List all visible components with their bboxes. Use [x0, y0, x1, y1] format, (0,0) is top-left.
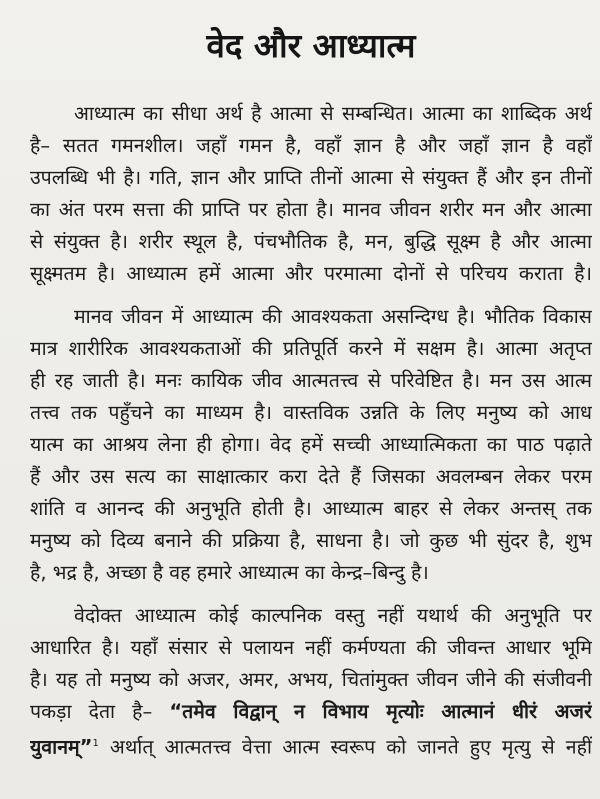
text-line-quote-end [30, 728, 592, 760]
text-line: तत्त्व तक पहुँचने का माध्यम है। वास्तविक उन्नति के लिए मनुष्य को आध [30, 401, 592, 424]
text-line: शांति व आनन्द की अनुभूति होती है। आध्यात्म बाहर से लेकर अन्तस् तक [30, 497, 592, 520]
book-page [30, 0, 592, 771]
text-line: हैं और उस सत्य का साक्षात्कार करा देते हैं जिसका अवलम्बन लेकर परम [30, 465, 592, 488]
text-line: मनुष्य को दिव्य बनाने की प्रक्रिया है, साधना है। जो कुछ भी सुंदर है, शुभ [30, 529, 592, 552]
text-line: से संयुक्त है। शरीर स्थूल है, पंचभौतिक है, मन, बुद्धि सूक्ष्म है और आत्मा [30, 230, 592, 253]
text-line: उपलब्धि भी है। गति, ज्ञान और प्राप्ति तीनों आत्मा से संयुक्त हैं और इन तीनों [30, 166, 592, 189]
paragraph-2 [30, 301, 592, 589]
quote-translation: अर्थात् आत्मतत्त्व वेत्ता आत्म स्वरूप को जानते हुए मृत्यु से नहीं [98, 735, 592, 759]
sanskrit-quote: “तमेव विद्वान् न विभाय मृत्योः आत्मानं धीरं अजरं [169, 700, 592, 723]
text-line: का अंत परम सत्ता की प्राप्ति पर होता है। मानव जीवन शरीर मन और आत्मा [30, 198, 592, 221]
text-line: है– सतत गमनशील। जहाँ गमन है, वहाँ ज्ञान है और जहाँ ज्ञान है वहाँ [30, 134, 592, 157]
text-line: है। यह तो मनुष्य को अजर, अमर, अभय, चितांमुक्त जीवन जीने की संजीवनी [30, 668, 592, 691]
sanskrit-quote-end: युवानम्” [30, 735, 93, 759]
text-line: मानव जीवन में आध्यात्म की आवश्यकता असन्दिग्ध है। भौतिक विकास [74, 305, 592, 328]
footnote-marker: 1 [92, 738, 99, 749]
text-line-quote [30, 696, 592, 728]
text-line: मात्र शारीरिक आवश्यकताओं की प्रतिपूर्ति करने में सक्षम है। आत्मा अतृप्त [30, 337, 592, 360]
paragraph-1 [30, 98, 592, 290]
text-line: ही रह जाती है। मनः कायिक जीव आत्मतत्त्व से परिवेष्टित है। मन उस आत्म [30, 369, 592, 392]
text-line: वेदोक्त आध्यात्म कोई काल्पनिक वस्तु नहीं यथार्थ की अनुभूति पर [74, 604, 592, 627]
text-line: है, भद्र है, अच्छा है वह हमारे आध्यात्म का केन्द्र–बिन्दु है। [30, 561, 429, 584]
text-line: सूक्ष्मतम है। आध्यात्म हमें आत्मा और परमात्मा दोनों से परिचय कराता है। [30, 262, 592, 285]
page-title: वेद और आध्यात्म [206, 26, 416, 65]
text-line: आध्यात्म का सीधा अर्थ है आत्मा से सम्बन्धित। आत्मा का शाब्दिक अर्थ [74, 102, 592, 125]
paragraph-3 [30, 600, 592, 760]
quote-lead: पकड़ा देता है– [30, 700, 170, 723]
text-line: आधारित है। यहाँ संसार से पलायन नहीं कर्मण्यता की जीवन्त आधार भूमि [30, 636, 592, 659]
text-line: यात्म का आश्रय लेना ही होगा। वेद हमें सच्ची आध्यात्मिकता का पाठ पढ़ाते [30, 433, 592, 456]
